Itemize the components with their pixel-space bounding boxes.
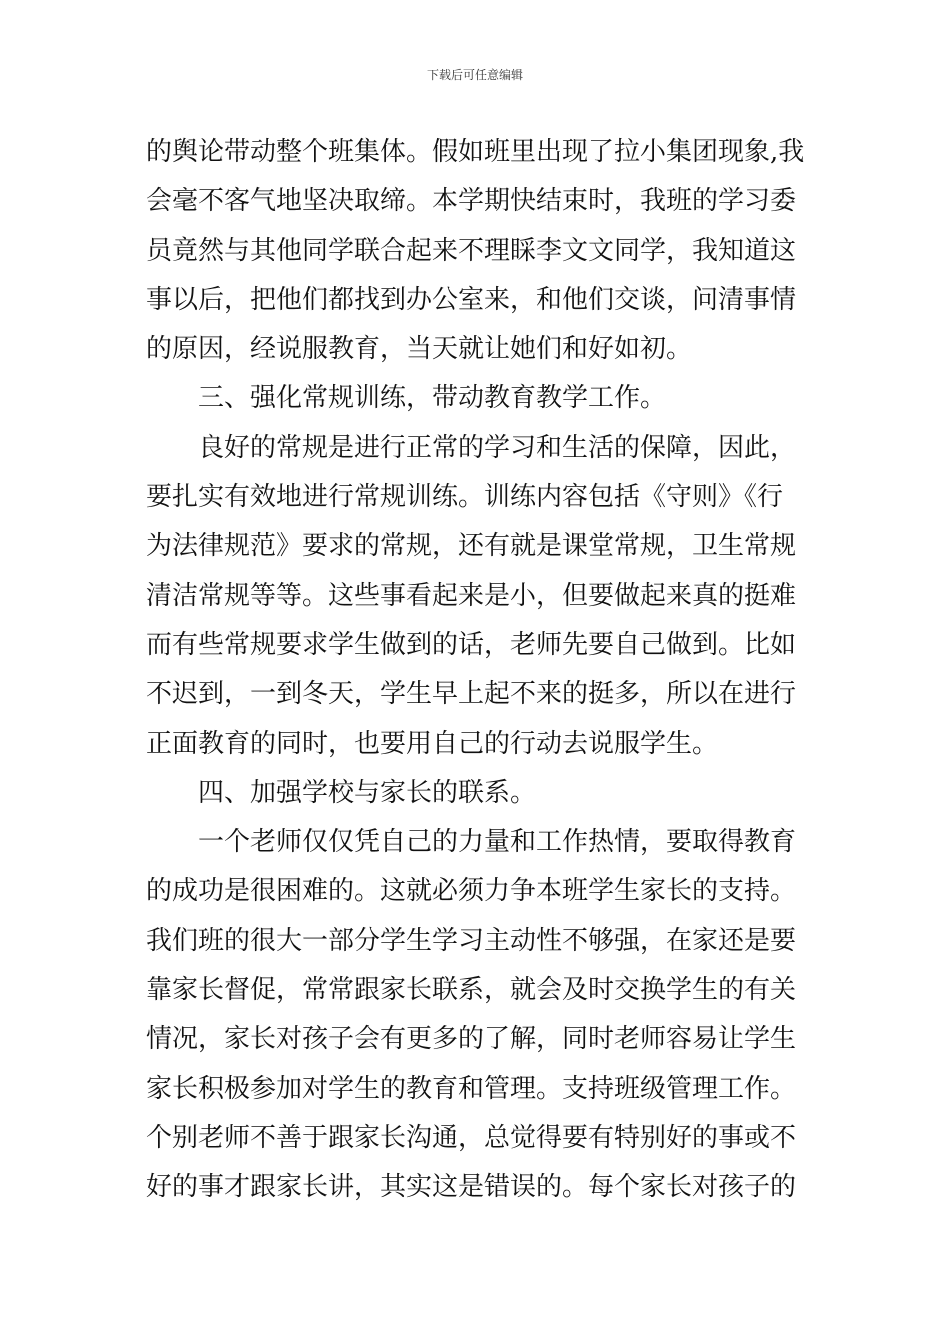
text-line: 的舆论带动整个班集体。假如班里出现了拉小集团现象,我 (146, 137, 805, 167)
text-line: 的成功是很困难的。这就必须力争本班学生家长的支持。 (146, 876, 797, 907)
text-line: 一个老师仅仅凭自己的力量和工作热情，要取得教育 (198, 827, 797, 858)
text-line: 家长积极参加对学生的教育和管理。支持班级管理工作。 (146, 1073, 797, 1104)
text-line: 不迟到，一到冬天，学生早上起不来的挺多，所以在进行 (146, 679, 797, 710)
body-text (146, 128, 810, 1213)
text-line: 会毫不客气地坚决取缔。本学期快结束时，我班的学习委 (146, 186, 797, 217)
section-heading: 三、强化常规训练，带动教育教学工作。 (198, 383, 667, 414)
text-line: 员竟然与其他同学联合起来不理睬李文文同学，我知道这 (146, 235, 797, 266)
text-line: 靠家长督促，常常跟家长联系，就会及时交换学生的有关 (146, 975, 797, 1006)
text-line: 情况，家长对孩子会有更多的了解，同时老师容易让学生 (146, 1024, 797, 1055)
text-line: 要扎实有效地进行常规训练。训练内容包括《守则》《行 (146, 482, 784, 513)
text-line: 事以后，把他们都找到办公室来，和他们交谈，问清事情 (146, 284, 797, 315)
section-heading: 四、加强学校与家长的联系。 (198, 777, 537, 808)
text-line: 清洁常规等等。这些事看起来是小，但要做起来真的挺难 (146, 580, 797, 611)
text-line: 而有些常规要求学生做到的话，老师先要自己做到。比如 (146, 629, 797, 660)
text-line: 良好的常规是进行正常的学习和生活的保障，因此， (198, 432, 797, 463)
text-line: 的原因，经说服教育，当天就让她们和好如初。 (146, 334, 693, 365)
text-line: 正面教育的同时，也要用自己的行动去说服学生。 (146, 728, 719, 759)
page-header: 下载后可任意编辑 (426, 68, 523, 82)
text-line: 好的事才跟家长讲，其实这是错误的。每个家长对孩子的 (146, 1172, 797, 1203)
text-line: 个别老师不善于跟家长沟通，总觉得要有特别好的事或不 (146, 1122, 797, 1153)
text-line: 为法律规范》要求的常规，还有就是课堂常规，卫生常规 (146, 531, 797, 562)
text-line: 我们班的很大一部分学生学习主动性不够强，在家还是要 (146, 925, 797, 956)
